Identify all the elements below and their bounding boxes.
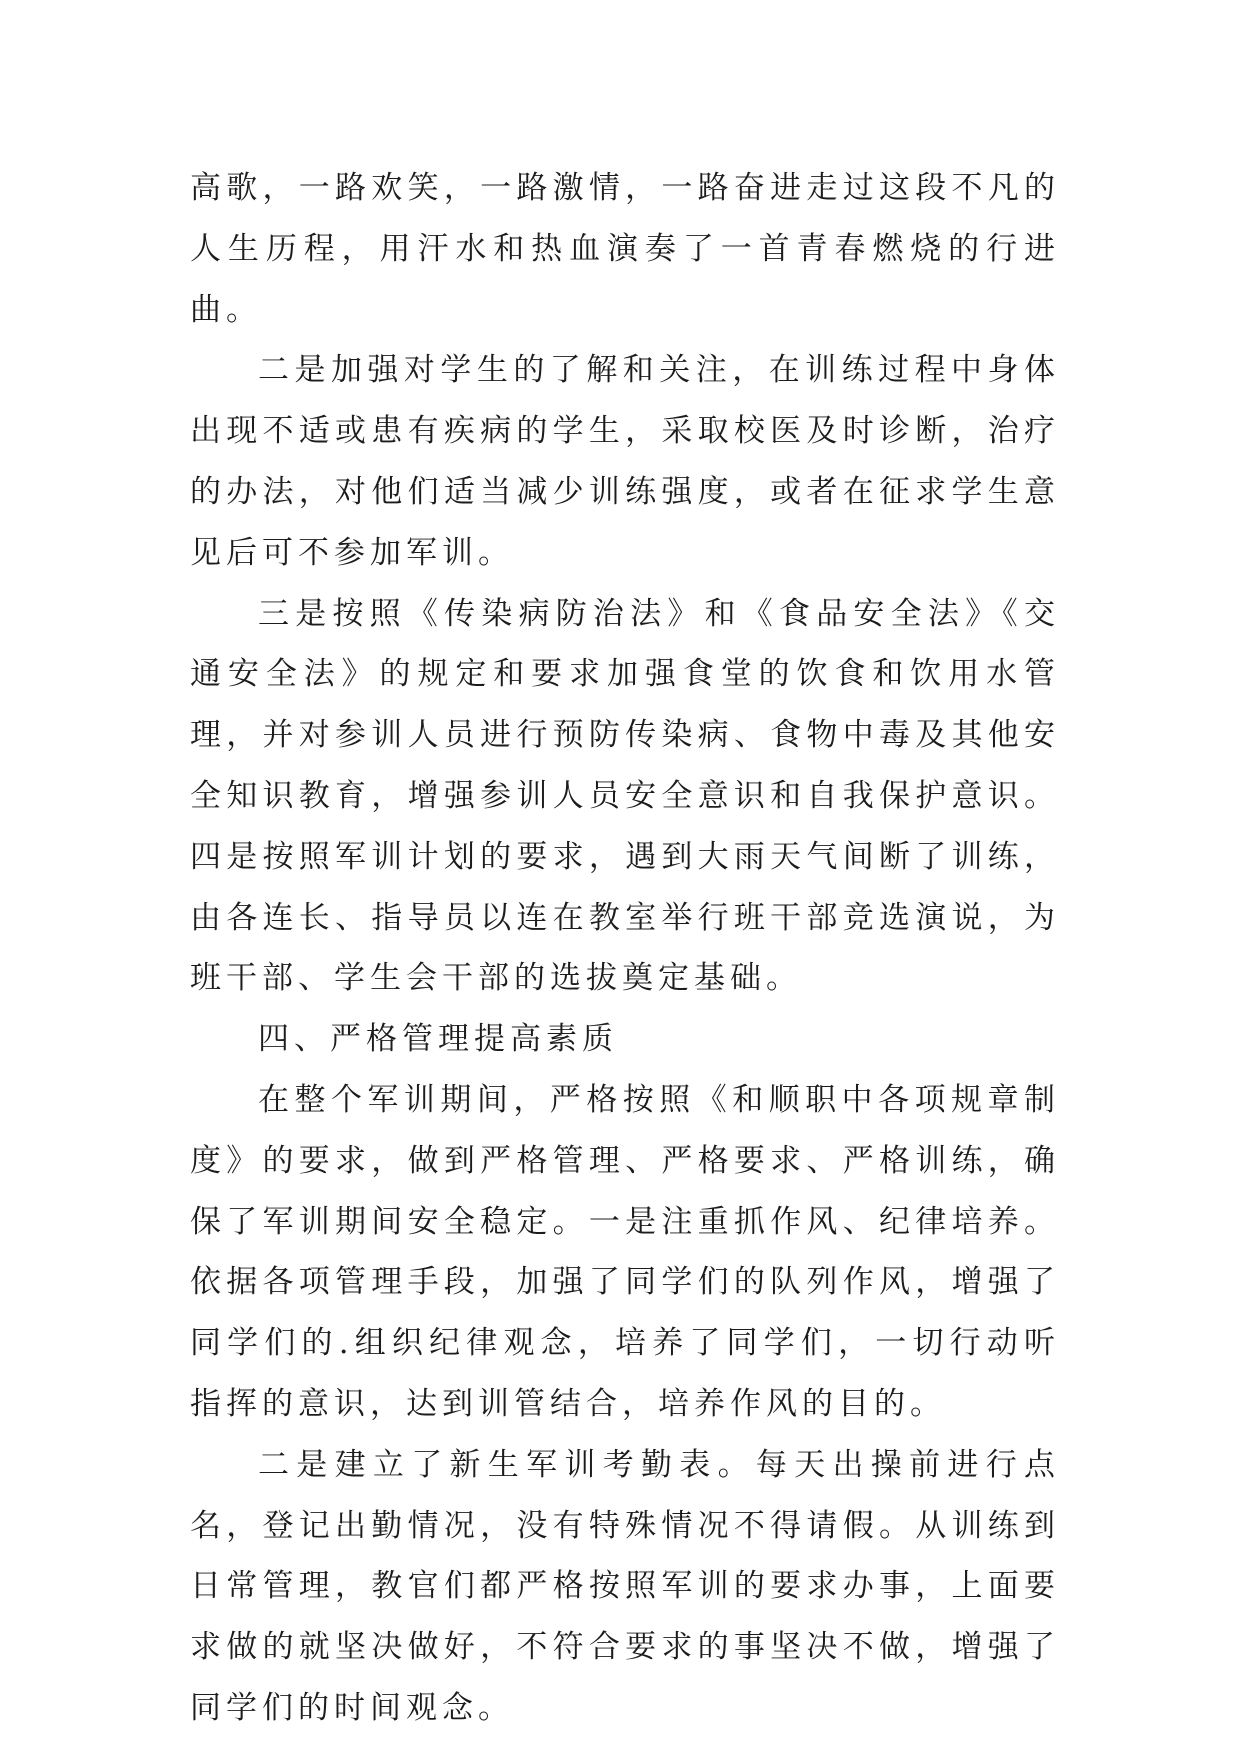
paragraph-food-safety: 三是按照《传染病防治法》和《食品安全法》《交通安全法》的规定和要求加强食堂的饮食和饮用水管理，并对参训人员进行预防传染病、食物中毒及其他安全知识教育，增强参训人员安全意识和自我保护意识。四是按照军训计划的要求，遇到大雨天气间断了训练，由各连长、指导员以连在教室举行班干部竞选演说，为班干部、学生会干部的选拔奠定基础。 xyxy=(190,595,1060,997)
section-heading-strict-management: 四、严格管理提高素质 xyxy=(258,1021,618,1058)
paragraph-discipline: 在整个军训期间，严格按照《和顺职中各项规章制度》的要求，做到严格管理、严格要求、严格训练，确保了军训期间安全稳定。一是注重抓作风、纪律培养。依据各项管理手段，加强了同学们的队列作风，增强了同学们的.组织纪律观念，培养了同学们，一切行动听指挥的意识，达到训管结合，培养作风的目的。 xyxy=(190,1081,1060,1422)
paragraph-continuation: 高歌，一路欢笑，一路激情，一路奋进走过这段不凡的人生历程，用汗水和热血演奏了一首青春燃烧的行进曲。 xyxy=(190,170,1060,328)
paragraph-attendance: 二是建立了新生军训考勤表。每天出操前进行点名，登记出勤情况，没有特殊情况不得请假。从训练到日常管理，教官们都严格按照军训的要求办事，上面要求做的就坚决做好，不符合要求的事坚决不做，增强了同学们的时间观念。 xyxy=(190,1446,1060,1726)
document-body xyxy=(190,158,1060,1739)
paragraph-student-care: 二是加强对学生的了解和关注，在训练过程中身体出现不适或患有疾病的学生，采取校医及时诊断，治疗的办法，对他们适当减少训练强度，或者在征求学生意见后可不参加军训。 xyxy=(190,352,1060,571)
